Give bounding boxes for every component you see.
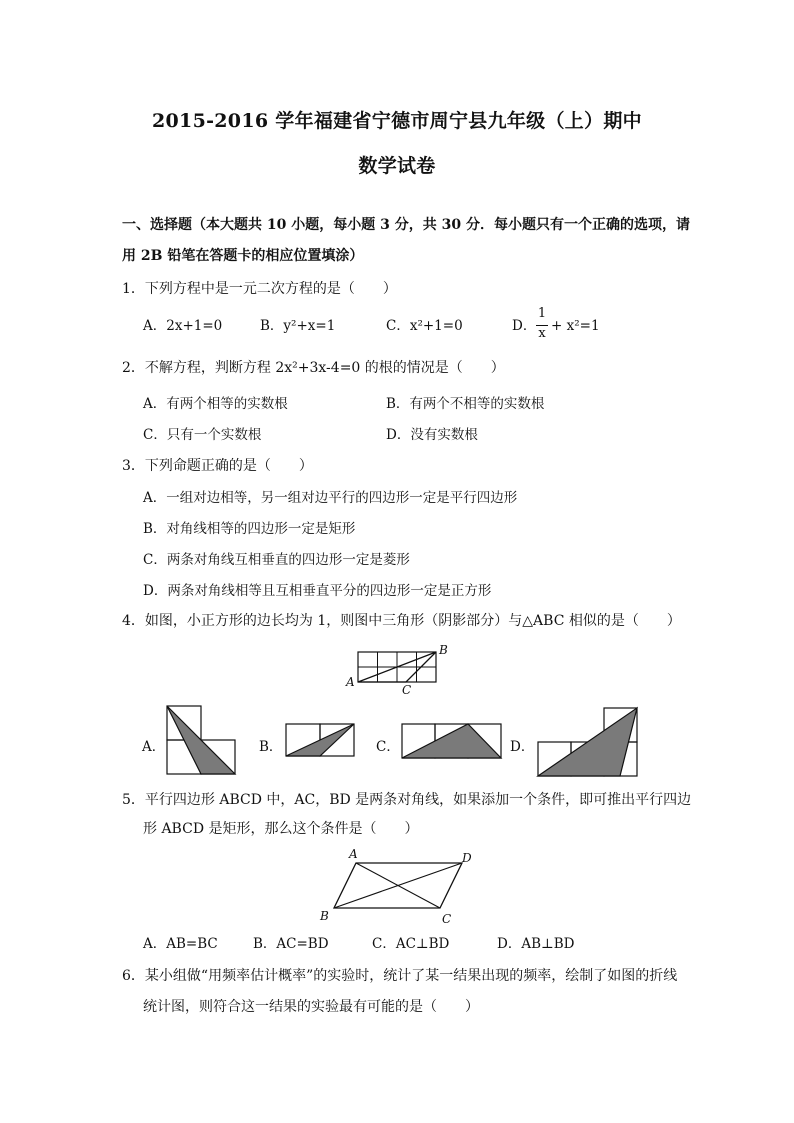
q5-parallelogram-figure bbox=[312, 846, 482, 928]
q5-label-b: B bbox=[320, 909, 329, 923]
q4-ref-label-b: B bbox=[439, 643, 448, 657]
q2-option-a: A．有两个相等的实数根 bbox=[143, 396, 288, 412]
q4-ref-label-c: C bbox=[402, 683, 412, 696]
q3-stem: 3．下列命题正确的是（ ） bbox=[122, 458, 313, 474]
q5-option-d: D．AB⊥BD bbox=[497, 936, 575, 952]
q1-stem: 1．下列方程中是一元二次方程的是（ ） bbox=[122, 281, 397, 297]
exam-title-line1: 2015-2016 学年福建省宁德市周宁县九年级（上）期中 bbox=[152, 110, 642, 132]
q2-stem: 2．不解方程，判断方程 2x²+3x-4=0 的根的情况是（ ） bbox=[122, 360, 505, 376]
q5-stem-line1: 5．平行四边形 ABCD 中，AC，BD 是两条对角线，如果添加一个条件，即可推出平行四边 bbox=[122, 792, 692, 808]
q5-label-c: C bbox=[442, 912, 452, 926]
q5-stem-line2: 形 ABCD 是矩形，那么这个条件是（ ） bbox=[143, 821, 419, 837]
q4-option-b-figure bbox=[284, 722, 358, 758]
q5-label-d: D bbox=[462, 851, 472, 865]
q4-ref-label-a: A bbox=[346, 675, 355, 689]
q6-stem-line2: 统计图，则符合这一结果的实验最有可能的是（ ） bbox=[143, 999, 479, 1015]
q5-option-b: B．AC=BD bbox=[253, 936, 329, 952]
q3-option-d: D．两条对角线相等且互相垂直平分的四边形一定是正方形 bbox=[143, 583, 492, 599]
q1-option-d-prefix: D． bbox=[512, 318, 537, 334]
q4-option-d-figure bbox=[536, 706, 640, 778]
q1-option-a: A．2x+1=0 bbox=[143, 318, 223, 334]
q5-option-a: A．AB=BC bbox=[143, 936, 218, 952]
q3-option-c: C．两条对角线互相垂直的四边形一定是菱形 bbox=[143, 552, 410, 568]
q1-option-d-denominator: x bbox=[538, 326, 546, 341]
q4-option-d-label: D． bbox=[510, 739, 535, 755]
q3-option-a: A．一组对边相等，另一组对边平行的四边形一定是平行四边形 bbox=[143, 490, 518, 506]
q4-option-b-label: B． bbox=[259, 739, 283, 755]
section-heading-line1: 一、选择题（本大题共 10 小题，每小题 3 分，共 30 分．每小题只有一个正确的选项，请 bbox=[122, 217, 690, 233]
q2-option-d: D．没有实数根 bbox=[386, 427, 478, 443]
q4c-shaded-triangle bbox=[402, 724, 501, 758]
q5-label-a: A bbox=[349, 847, 358, 861]
q4-reference-figure bbox=[340, 640, 460, 696]
q3-option-b: B．对角线相等的四边形一定是矩形 bbox=[143, 521, 356, 537]
q1-option-c: C．x²+1=0 bbox=[386, 318, 463, 334]
q4-option-a-figure bbox=[165, 704, 237, 776]
q1-option-d-suffix: + x²=1 bbox=[551, 318, 600, 334]
q2-option-c: C．只有一个实数根 bbox=[143, 427, 262, 443]
section-heading-line2: 用 2B 铅笔在答题卡的相应位置填涂） bbox=[122, 248, 364, 264]
q4-option-a-label: A． bbox=[142, 739, 166, 755]
q2-option-b: B．有两个不相等的实数根 bbox=[386, 396, 545, 412]
q1-option-b: B．y²+x=1 bbox=[260, 318, 336, 334]
q6-stem-line1: 6．某小组做“用频率估计概率”的实验时，统计了某一结果出现的频率，绘制了如图的折线 bbox=[122, 968, 678, 984]
q4-option-c-label: C． bbox=[376, 739, 400, 755]
q5-option-c: C．AC⊥BD bbox=[372, 936, 450, 952]
exam-title-line2: 数学试卷 bbox=[358, 155, 436, 177]
q4-stem: 4．如图，小正方形的边长均为 1，则图中三角形（阴影部分）与△ABC 相似的是（ ） bbox=[122, 613, 681, 629]
q4-option-c-figure bbox=[400, 722, 504, 760]
q1-option-d-numerator: 1 bbox=[537, 306, 547, 321]
